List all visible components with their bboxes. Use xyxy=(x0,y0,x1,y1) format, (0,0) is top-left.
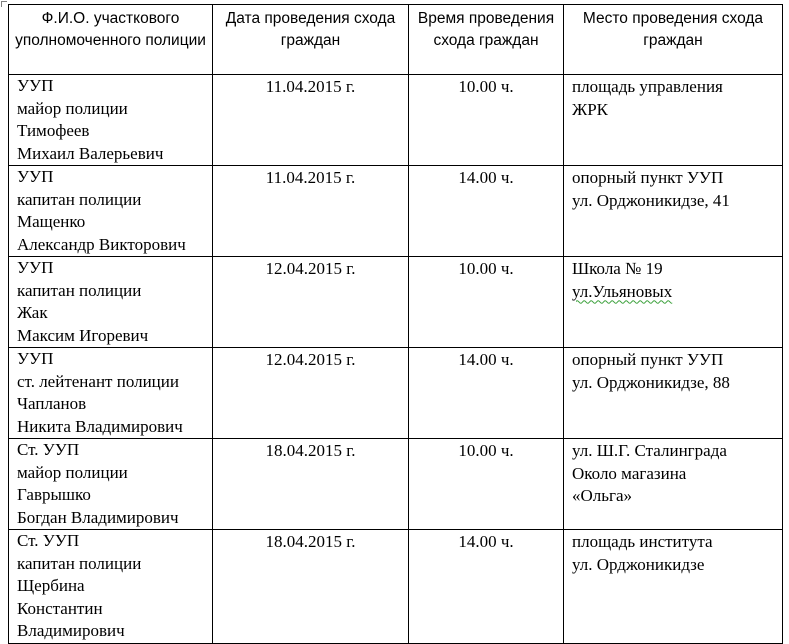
officer-cell xyxy=(9,166,213,257)
officer-title: Ст. УУП xyxy=(17,531,80,550)
officer-given-names: Максим Игоревич xyxy=(17,325,149,345)
officer-cell xyxy=(9,348,213,439)
officer-given-names: Михаил Валерьевич xyxy=(17,143,164,163)
place-cell xyxy=(564,348,783,439)
table-row xyxy=(9,530,783,644)
officer-given-names: Богдан Владимирович xyxy=(17,507,179,527)
officer-rank: ст. лейтенант полиции xyxy=(17,371,179,391)
table-header-row xyxy=(9,5,783,75)
place-cell xyxy=(564,166,783,257)
place-cell xyxy=(564,75,783,166)
time-cell: 10.00 ч. xyxy=(409,75,564,166)
officer-surname: Мащенко xyxy=(17,212,86,231)
header-officer-name: Ф.И.О. участкового уполномоченного полиции xyxy=(9,5,213,75)
officer-rank: майор полиции xyxy=(17,98,128,118)
place-line: опорный пункт УУП xyxy=(572,350,724,369)
officer-cell xyxy=(9,257,213,348)
officer-given-names: Константин xyxy=(17,598,103,618)
place-line: площадь управления xyxy=(572,77,723,96)
officer-patronymic: Владимирович xyxy=(17,621,125,640)
place-cell xyxy=(564,530,783,644)
document-corner-mark xyxy=(1,1,7,7)
place-line xyxy=(572,281,782,304)
officer-given-names: Александр Викторович xyxy=(17,234,186,254)
officer-title: УУП xyxy=(17,167,54,186)
officer-rank: капитан полиции xyxy=(17,189,142,209)
officer-cell xyxy=(9,439,213,530)
place-line: Школа № 19 xyxy=(572,259,663,278)
officer-surname: Чапланов xyxy=(17,394,87,413)
place-line: опорный пункт УУП xyxy=(572,168,724,187)
header-meeting-date: Дата проведения схода граждан xyxy=(213,5,409,75)
time-cell: 14.00 ч. xyxy=(409,348,564,439)
officer-given-names: Никита Владимирович xyxy=(17,416,183,436)
table-row xyxy=(9,439,783,530)
officer-surname: Гаврышко xyxy=(17,485,91,504)
place-cell xyxy=(564,257,783,348)
place-line: ЖРК xyxy=(572,99,609,119)
officer-surname: Щербина xyxy=(17,576,85,595)
officer-cell xyxy=(9,75,213,166)
place-line: ул. Орджоникидзе, 41 xyxy=(572,190,730,210)
place-line: ул. Ш.Г. Сталинграда xyxy=(572,441,727,460)
time-cell: 10.00 ч. xyxy=(409,257,564,348)
table-row xyxy=(9,166,783,257)
date-cell: 11.04.2015 г. xyxy=(213,166,409,257)
date-cell: 18.04.2015 г. xyxy=(213,439,409,530)
place-cell xyxy=(564,439,783,530)
table-row xyxy=(9,348,783,439)
time-cell: 14.00 ч. xyxy=(409,530,564,644)
place-line: ул. Орджоникидзе, 88 xyxy=(572,372,730,392)
date-cell: 12.04.2015 г. xyxy=(213,348,409,439)
time-cell: 10.00 ч. xyxy=(409,439,564,530)
header-meeting-time: Время проведения схода граждан xyxy=(409,5,564,75)
officer-rank: капитан полиции xyxy=(17,280,142,300)
table-row xyxy=(9,75,783,166)
officer-rank: майор полиции xyxy=(17,462,128,482)
place-line: Около магазина xyxy=(572,463,687,483)
officer-surname: Жак xyxy=(17,303,48,322)
place-line: площадь института xyxy=(572,532,713,551)
date-cell: 12.04.2015 г. xyxy=(213,257,409,348)
officer-surname: Тимофеев xyxy=(17,121,90,140)
date-cell: 18.04.2015 г. xyxy=(213,530,409,644)
officer-title: Ст. УУП xyxy=(17,440,80,459)
officer-cell xyxy=(9,530,213,644)
schedule-table xyxy=(8,4,783,644)
spellcheck-underlined-text: ул.Ульяновых xyxy=(572,281,673,301)
table-row xyxy=(9,257,783,348)
time-cell: 14.00 ч. xyxy=(409,166,564,257)
date-cell: 11.04.2015 г. xyxy=(213,75,409,166)
officer-title: УУП xyxy=(17,349,54,368)
place-line: ул. Орджоникидзе xyxy=(572,554,705,574)
officer-title: УУП xyxy=(17,76,54,95)
place-line: «Ольга» xyxy=(572,486,633,505)
header-meeting-place: Место проведения схода граждан xyxy=(564,5,783,75)
officer-rank: капитан полиции xyxy=(17,553,142,573)
officer-title: УУП xyxy=(17,258,54,277)
